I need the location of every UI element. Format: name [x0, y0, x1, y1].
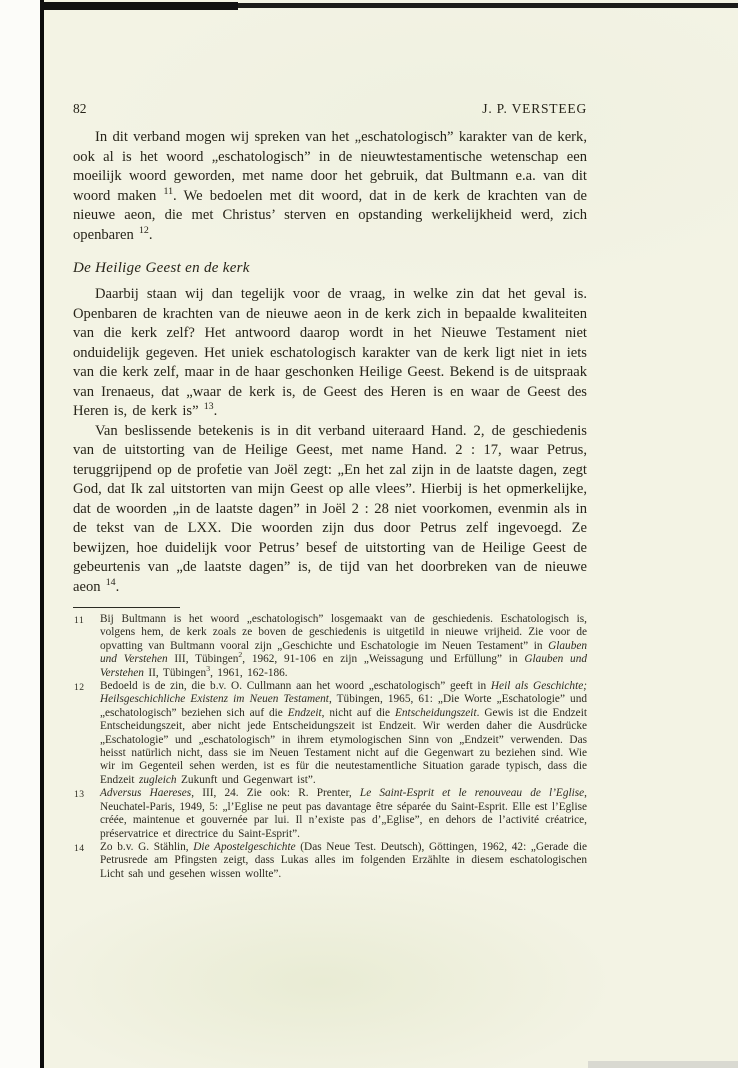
paragraph — [73, 422, 587, 598]
italic-text: Adversus Haereses — [100, 787, 192, 800]
article-body — [73, 128, 587, 597]
text-run: II, Tübingen — [143, 666, 207, 679]
footnote-separator — [73, 607, 180, 608]
page-content — [73, 0, 587, 881]
text-run: Zukunft und Gegenwart ist”. — [176, 773, 316, 786]
text-run: , nicht auf die — [321, 706, 395, 719]
text-run: (Das Neue Test. Deutsch), Göttingen, 1962, 42: „Gerade die Petrusrede am Pfingsten zeigt, dass Lukas alles im folgenden Erzählte in diesem eschatologischen Licht sah und gesehen wissen wollte”. — [100, 840, 587, 880]
text-run: Bedoeld is de zin, die b.v. O. Cullmann aan het woord „eschatologisch” geeft in — [100, 680, 491, 693]
text-run: . — [213, 403, 218, 419]
italic-text: Die Apostelgeschichte — [193, 840, 296, 853]
footnote-ref: 11 — [163, 185, 174, 197]
italic-text: Heil als Geschichte; Heilsgeschichliche Existenz im Neuen Testament — [100, 680, 587, 706]
italic-text: Endzeit — [287, 706, 322, 719]
section-heading: De Heilige Geest en de kerk — [73, 260, 250, 276]
italic-text: Entscheidungszeit — [395, 706, 477, 719]
footnote-text — [100, 787, 587, 839]
paragraph — [73, 128, 587, 245]
footnote-number: 11 — [74, 615, 85, 626]
footnote-text — [100, 680, 587, 786]
text-run: , Neuchatel-Paris, 1949, 5: „l’Eglise ne peut pas davantage être séparée du Saint-Esprit. Elle est l’Eglise créée, maintenue et gouvernée par lui. Il n’existe pas d’„Eglise”, en dehors de l’activité créatrice, préservatrice et directrice du Saint-Esprit”. — [100, 787, 587, 840]
footnote-ref: 13 — [203, 401, 214, 413]
text-run: . — [115, 578, 120, 595]
italic-text: zugleich — [138, 773, 177, 786]
text-run: . We bedoelen met dit woord, dat in de kerk de krachten van de nieuwe aeon, die met Christus’ sterven en opstanding werkelijkheid werd, zich openbaren — [73, 187, 587, 243]
italic-text: Le Saint-Esprit et le renouveau de l’Eglise — [359, 787, 585, 800]
text-run: In dit verband mogen wij spreken van het „eschatologisch” karakter van de kerk, ook al is het woord „eschatologisch” in de nieuwtestamentische wetenschap een moeilijk woord geworden, met name door het gebruik, dat Bultmann e.a. van dit woord maken — [73, 129, 587, 204]
text-run: , III, 24. Zie ook: R. Prenter, — [191, 787, 360, 800]
italic-text: Glauben und Verstehen — [100, 639, 587, 666]
running-head — [73, 100, 587, 117]
footnote-number: 12 — [74, 682, 85, 694]
footnote-text — [100, 841, 587, 880]
footnote-ref: 2 — [238, 650, 243, 660]
footnote-text — [100, 613, 587, 679]
paragraph — [73, 285, 587, 422]
footnote-ref: 3 — [206, 663, 211, 673]
footnotes-list — [73, 613, 587, 881]
text-run: Bij Bultmann is het woord „eschatologisch” losgemaakt van de geschiedenis. Eschatologisch is, volgens hem, de kerk zoals ze boven de geschiedenis is uitgetild in nieuwe vrijheid. Zie voor de opvatting van Bultmann vooral zijn „Geschichte und Eschatologie im Neuen Testament” in — [100, 613, 587, 652]
text-run: Zo b.v. G. Stählin, — [100, 840, 194, 853]
italic-text: Glauben und Verstehen — [100, 653, 587, 679]
footnote — [73, 613, 587, 680]
text-run: , 1961, 162-186. — [210, 666, 288, 679]
text-run: . Gewis ist die Endzeit Entscheidungszeit, aber nicht jede Entscheidungszeit ist Endzeit. Wir werden daher die Ausdrücke „Eschatologie” und „eschatologisch” in ihrem etymologischen Sinn von „Endzeit” verwenden. Das heisst natürlich nicht, dass sie im Neuen Testament nicht auf die Gegenwart zu beziehen sind. Wie wir im Gegenteil sehen werden, ist es für die neutestamentliche Situation garade typisch, dass die Endzeit — [100, 706, 587, 786]
text-run: Van beslissende betekenis is in dit verband uiteraard Hand. 2, de geschiedenis van de uitstorting van de Heilige Geest, met name Hand. 2 : 17, waar Petrus, teruggrijpend op de profetie van Joël zegt: „En het zal zijn in de laatste dagen, zegt God, dat Ik zal uitstorten van mijn Geest op alle vlees”. Hierbij is het opmerkelijke, dat de woorden „in de laatste dagen” in Joël 2 : 28 niet voorkomen, evenmin als in de tekst van de LXX. Die woorden zijn dus door Petrus zelf ingevoegd. Ze bewijzen, hoe duidelijk voor Petrus’ besef de uitstorting van de Heilige Geest de gebeurtenis van „de laatste dagen” is, de tijd van het doorbreken van de nieuwe aeon — [73, 422, 587, 595]
footnote — [73, 841, 587, 881]
text-run: . — [148, 226, 153, 243]
text-run: III, Tübingen — [167, 653, 239, 666]
footnote-number: 14 — [74, 842, 85, 854]
footnote-number: 13 — [74, 789, 85, 801]
footnote — [73, 787, 587, 841]
text-run: Daarbij staan wij dan tegelijk voor de vraag, in welke zin dat het geval is. Openbaren de krachten van de nieuwe aeon in de kerk zich in bepaalde kwaliteiten van die kerk zelf? Het antwoord daarop wordt in het Nieuwe Testament niet onduidelijk gegeven. Het uniek eschatologisch karakter van de kerk ligt niet in iets van die kerk zelf, maar in de haar geschonken Heilige Geest. Bekend is de uitspraak van Irenaeus, dat „waar de kerk is, de Geest des Heren is en waar de Geest des Heren is, de kerk is” — [73, 286, 587, 419]
scan-corner-smudge — [588, 1061, 738, 1068]
text-run: , Tübingen, 1965, 61: „Die Worte „Eschatologie” und „eschatologisch” beziehen sich auf die — [100, 693, 587, 719]
text-run: , 1962, 91-106 en zijn „Weissagung und Erfüllung” in — [242, 653, 525, 666]
footnote — [73, 680, 587, 787]
footnote-ref: 14 — [105, 576, 116, 588]
page-number: 82 — [73, 101, 87, 116]
running-head-author: J. P. VERSTEEG — [482, 101, 587, 116]
footnote-ref: 12 — [138, 224, 149, 236]
